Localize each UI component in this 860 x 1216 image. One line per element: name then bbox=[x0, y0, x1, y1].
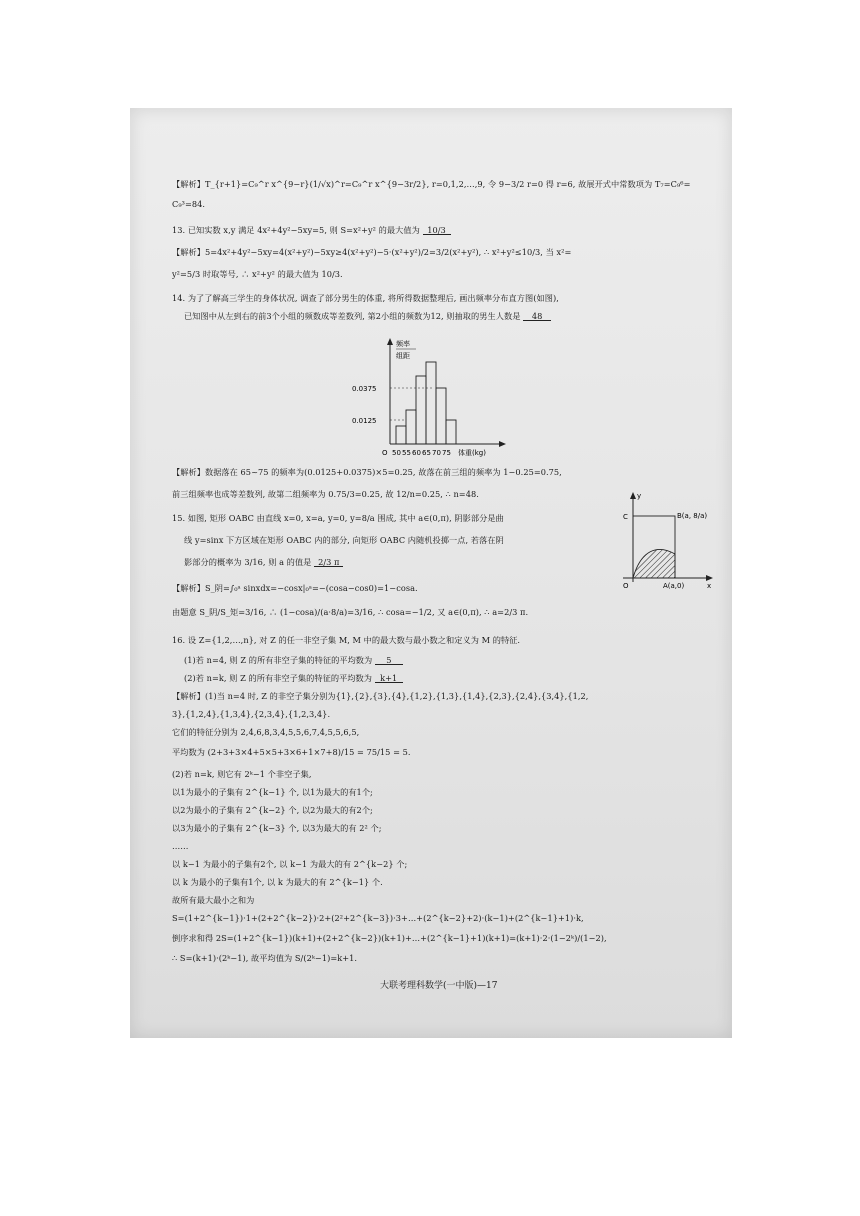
hist-bar-2 bbox=[406, 410, 416, 444]
text-line: 【解析】T_{r+1}=C₉^r x^{9−r}(1/√x)^r=C₉^r x^{9−3r/2}, r=0,1,2,…,9, 令 9−3/2 r=0 得 r=6, 故展开式中常数项为 T₇=C₉⁶= bbox=[172, 179, 691, 189]
text-line: S=(1+2^{k−1})·1+(2+2^{k−2})·2+(2²+2^{k−3})·3+…+(2^{k−2}+2)·(k−1)+(2^{k−1}+1)·k, bbox=[172, 913, 584, 923]
y-tick-0.0375: 0.0375 bbox=[352, 385, 377, 393]
text-line: 【解析】数据落在 65~75 的频率为(0.0125+0.0375)×5=0.25, 故落在前三组的频率为 1−0.25=0.75, bbox=[172, 467, 562, 477]
label-C: C bbox=[623, 513, 628, 521]
text-line: y²=5/3 时取等号, ∴ x²+y² 的最大值为 10/3. bbox=[172, 269, 343, 279]
y-tick-0.0125: 0.0125 bbox=[352, 417, 377, 425]
text-line: (2)若 n=k, 则 Z 的所有非空子集的特征的平均数为 k+1 bbox=[184, 674, 403, 683]
origin-label: O bbox=[382, 449, 388, 457]
text-line: 以2为最小的子集有 2^{k−2} 个, 以2为最大的有2个; bbox=[172, 805, 373, 815]
figure-rectangle-sine bbox=[605, 488, 715, 598]
text-line: 3},{1,2,4},{1,3,4},{2,3,4},{1,2,3,4}. bbox=[172, 709, 331, 719]
text-line: 已知图中从左到右的前3个小组的频数成等差数列, 第2小组的频数为12, 则抽取的男生人数是 48 bbox=[184, 312, 551, 321]
hist-bar-1 bbox=[396, 426, 406, 444]
text-line: …… bbox=[172, 841, 189, 851]
text-line: C₉³=84. bbox=[172, 199, 206, 209]
text-line: 由题意 S_阴/S_矩=3/16, ∴ (1−cosa)/(a·8/a)=3/16, ∴ cosa=−1/2, 又 a∈(0,π), ∴ a=2/3 π. bbox=[172, 607, 529, 617]
frequency-histogram bbox=[350, 338, 510, 468]
label-A: A(a,0) bbox=[663, 582, 685, 590]
answer-16-2: k+1 bbox=[375, 674, 403, 683]
answer-13: 10/3 bbox=[423, 226, 451, 235]
x-tick-65: 65 bbox=[422, 449, 431, 457]
y-label-bottom: 组距 bbox=[396, 352, 410, 360]
scanned-page bbox=[130, 108, 732, 1038]
hist-bar-4 bbox=[426, 362, 436, 444]
text-line: 它们的特征分别为 2,4,6,8,3,4,5,5,6,7,4,5,5,6,5, bbox=[172, 727, 360, 737]
x-axis-label: x bbox=[707, 582, 712, 590]
answer-15: 2/3 π bbox=[314, 558, 343, 567]
shaded-region bbox=[633, 549, 675, 578]
x-tick-55: 55 bbox=[402, 449, 411, 457]
text-line: 【解析】(1)当 n=4 时, Z 的非空子集分别为{1},{2},{3},{4},{1,2},{1,3},{1,4},{2,3},{2,4},{3,4},{1,2, bbox=[172, 691, 589, 701]
text-line: 【解析】5=4x²+4y²−5xy=4(x²+y²)−5xy≥4(x²+y²)−5·(x²+y²)/2=3/2(x²+y²), ∴ x²+y²≤10/3, 当 x²= bbox=[172, 247, 572, 257]
x-tick-50: 50 bbox=[392, 449, 401, 457]
text-line: 以3为最小的子集有 2^{k−3} 个, 以3为最大的有 2² 个; bbox=[172, 823, 382, 833]
page-footer: 大联考理科数学(一中版)—17 bbox=[380, 981, 498, 991]
text-line: ∴ S=(k+1)·(2ᵏ−1), 故平均值为 S/(2ᵏ−1)=k+1. bbox=[172, 953, 358, 963]
y-axis-label: y bbox=[637, 492, 642, 500]
text-line: 以 k−1 为最小的子集有2个, 以 k−1 为最大的有 2^{k−2} 个; bbox=[172, 859, 408, 869]
text-line: 线 y=sinx 下方区域在矩形 OABC 内的部分, 向矩形 OABC 内随机投掷一点, 若落在阴 bbox=[184, 535, 504, 545]
x-tick-60: 60 bbox=[412, 449, 421, 457]
text-line: 以 k 为最小的子集有1个, 以 k 为最大的有 2^{k−1} 个. bbox=[172, 877, 383, 887]
label-B: B(a, 8/a) bbox=[677, 512, 708, 520]
label-O: O bbox=[623, 582, 629, 590]
hist-bar-3 bbox=[416, 376, 426, 444]
question-16: 16. 设 Z={1,2,…,n}, 对 Z 的任一非空子集 M, M 中的最大数与最小数之和定义为 M 的特征. bbox=[172, 635, 521, 645]
text-line: (1)若 n=4, 则 Z 的所有非空子集的特征的平均数为 5 bbox=[184, 656, 403, 665]
text-line: 倒序求和得 2S=(1+2^{k−1})(k+1)+(2+2^{k−2})(k+1)+…+(2^{k−1}+1)(k+1)=(k+1)·2·(1−2ᵏ)/(1−2), bbox=[172, 933, 607, 943]
text-line: 故所有最大最小之和为 bbox=[172, 895, 255, 905]
hist-bar-5 bbox=[436, 388, 446, 444]
question-13: 13. 已知实数 x,y 满足 4x²+4y²−5xy=5, 则 S=x²+y² 的最大值为 10/3 bbox=[172, 226, 451, 235]
text-line: 平均数为 (2+3+3×4+5×5+3×6+1×7+8)/15 = 75/15 = 5. bbox=[172, 747, 411, 757]
text-line: 前三组频率也成等差数列, 故第二组频率为 0.75/3=0.25, 故 12/n=0.25, ∴ n=48. bbox=[172, 489, 479, 499]
text-line: 影部分的概率为 3/16, 则 a 的值是 2/3 π bbox=[184, 558, 343, 567]
x-axis-label: 体重(kg) bbox=[458, 449, 486, 457]
question-14: 14. 为了了解高三学生的身体状况, 调查了部分男生的体重, 将所得数据整理后, 画出频率分布直方图(如图), bbox=[172, 293, 559, 303]
x-tick-75: 75 bbox=[442, 449, 451, 457]
hist-bar-6 bbox=[446, 420, 456, 444]
text-line: (2)若 n=k, 则它有 2ᵏ−1 个非空子集, bbox=[172, 769, 312, 779]
text-line: 以1为最小的子集有 2^{k−1} 个, 以1为最大的有1个; bbox=[172, 787, 373, 797]
answer-16-1: 5 bbox=[375, 656, 403, 665]
text-line: 【解析】S_阴=∫₀ᵃ sinxdx=−cosx|₀ᵃ=−(cosa−cos0)=1−cosa. bbox=[172, 583, 418, 593]
answer-14: 48 bbox=[523, 312, 551, 321]
question-15: 15. 如图, 矩形 OABC 由直线 x=0, x=a, y=0, y=8/a 围成, 其中 a∈(0,π), 阴影部分是曲 bbox=[172, 513, 504, 523]
y-label-top: 频率 bbox=[396, 340, 410, 348]
x-tick-70: 70 bbox=[432, 449, 441, 457]
